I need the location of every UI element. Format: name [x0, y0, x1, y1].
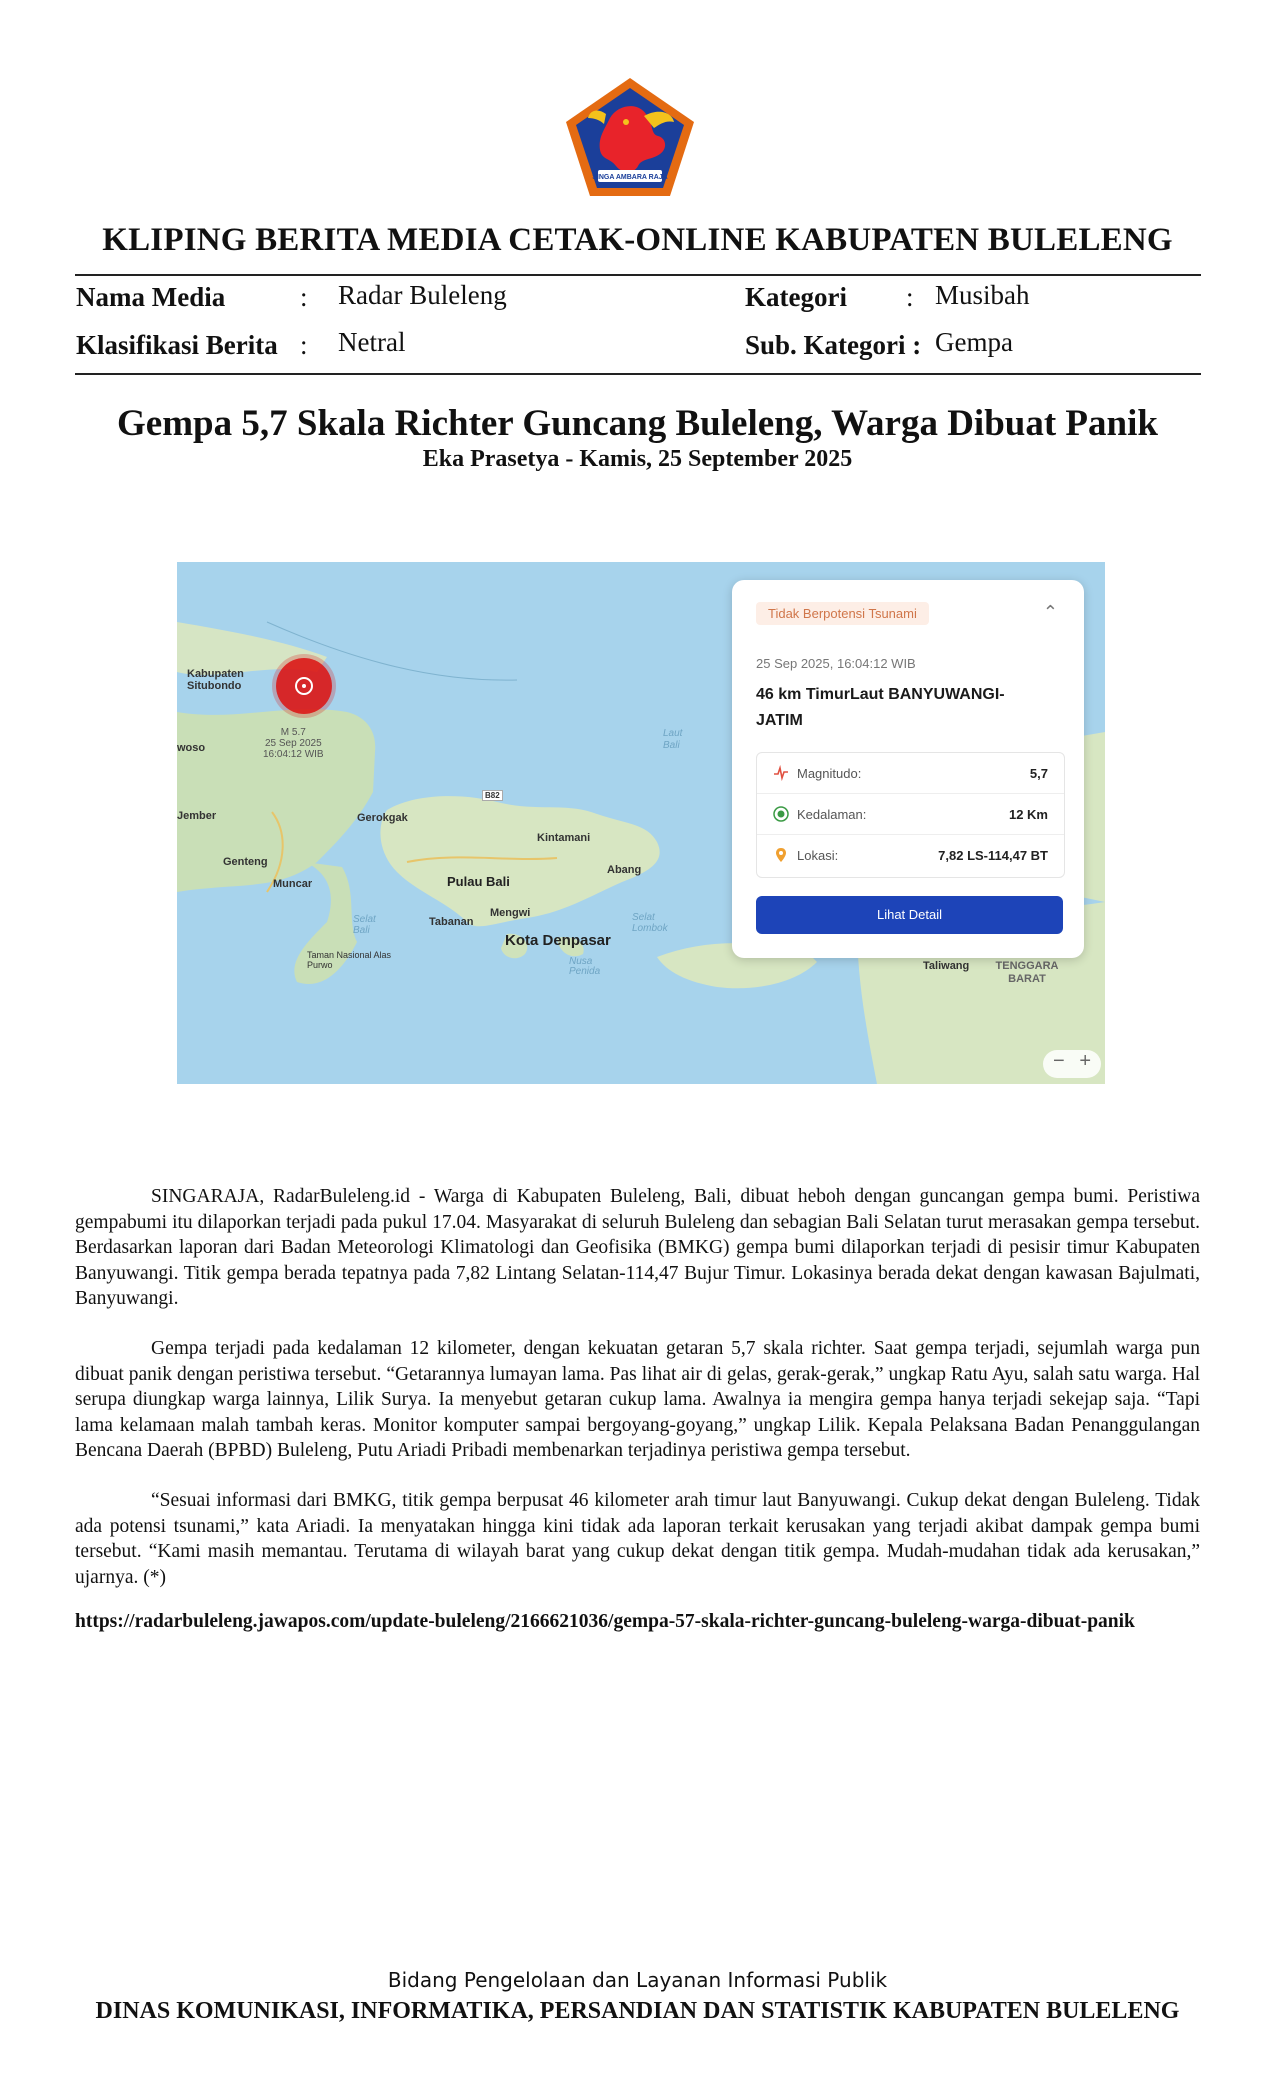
depth-value: 12 Km — [1008, 807, 1048, 822]
epicenter-time-label: 16:04:12 WIB — [263, 749, 324, 760]
map-place-pulau-bali: Pulau Bali — [447, 874, 510, 889]
zoom-out-button[interactable]: − — [1053, 1050, 1065, 1072]
classification-colon: : — [300, 330, 308, 360]
classification-label: Klasifikasi Berita — [76, 330, 278, 360]
epicenter-date-label: 25 Sep 2025 — [264, 738, 322, 749]
earthquake-location: 46 km TimurLaut BANYUWANGI-JATIM — [756, 686, 1005, 729]
map-place-selat-lombok: Selat Lombok — [632, 912, 668, 934]
magnitude-row — [757, 753, 1064, 794]
article-title: Gempa 5,7 Skala Richter Guncang Buleleng, Warga Dibuat Panik — [117, 403, 1158, 444]
map-place-selat-bali: Selat Bali — [353, 914, 376, 936]
map-zoom-control — [1043, 1050, 1101, 1078]
category-value: Musibah — [935, 280, 1030, 310]
map-place-kintamani: Kintamani — [537, 832, 591, 844]
location-pin-icon — [773, 847, 789, 863]
media-label: Nama Media — [76, 282, 226, 312]
depth-target-icon — [773, 806, 789, 822]
map-place-ntb: TENGGARA BARAT — [995, 960, 1059, 985]
map-place-nusa-penida: Nusa Penida — [569, 956, 601, 977]
map-place-muncar: Muncar — [273, 878, 313, 890]
article-paragraph-1 — [75, 1184, 1200, 1312]
paragraph-text-2: Gempa terjadi pada kedalaman 12 kilometer, dengan kekuatan getaran 5,7 skala richter. Saat gempa terjadi, sejumlah warga pun dibuat panik dengan peristiwa tersebut. “Getarannya lumayan lama. Pas lihat air di gelas, gerak-gerak,” ungkap Ratu Ayu, salah satu warga. Hal serupa diungkap warga lainnya, Lilik Surya. Ia menyebut getaran cukup lama. Awalnya ia mengira gempa hanya terjadi sekejap saja. “Tapi lama kelamaan malah tambah keras. Monitor komputer sampai bergoyang-goyang,” ungkap Lilik. Kepala Pelaksana Badan Penanggulangan Bencana Daerah (BPBD) Buleleng, Putu Ariadi Pribadi membenarkan terjadinya peristiwa gempa tersebut. — [75, 1338, 1200, 1461]
media-colon: : — [300, 282, 308, 312]
category-label: Kategori — [745, 282, 847, 312]
map-road-label: B82 — [482, 790, 503, 801]
map-place-alas-purwo: Taman Nasional Alas Purwo — [307, 950, 392, 970]
map-place-taliwang: Taliwang — [923, 960, 970, 972]
earthquake-details-box — [756, 752, 1065, 878]
paragraph-text-3: “Sesuai informasi dari BMKG, titik gempa berpusat 46 kilometer arah timur laut Banyuwangi. Cukup dekat dengan Buleleng. Tidak ada potensi tsunami,” kata Ariadi. Ia menyatakan hingga kini tidak ada laporan terkait kerusakan yang terjadi akibat dampak gempa bumi tersebut. “Kami masih memantau. Terutama di wilayah barat yang cukup dekat dengan titik gempa. Mudah-mudahan tidak ada kerusakan,” ujarnya. (*) — [75, 1490, 1200, 1588]
footer-agency: DINAS KOMUNIKASI, INFORMATIKA, PERSANDIAN DAN STATISTIK KABUPATEN BULELENG — [95, 1998, 1180, 2024]
map-place-mengwi: Mengwi — [490, 907, 531, 919]
map-place-gerokgak: Gerokgak — [357, 812, 408, 824]
epicenter-label — [263, 727, 324, 760]
earthquake-map-image — [177, 562, 1105, 1084]
paragraph-text-1: SINGARAJA, RadarBuleleng.id - Warga di Kabupaten Buleleng, Bali, dibuat heboh dengan guncangan gempa bumi. Peristiwa gempabumi itu dilaporkan terjadi pada pukul 17.04. Masyarakat di seluruh Buleleng dan sebagian Bali Selatan turut merasakan gempa tersebut. Berdasarkan laporan dari Badan Meteorologi Klimatologi dan Geofisika (BMKG) gempa bumi dilaporkan terjadi di pesisir timur Kabupaten Banyuwangi. Titik gempa berada tepatnya pada 7,82 Lintang Selatan-114,47 Bujur Timur. Lokasinya berada dekat dengan kawasan Bajulmati, Banyuwangi. — [75, 1186, 1200, 1309]
see-detail-button[interactable]: Lihat Detail — [756, 896, 1063, 934]
earthquake-info-card — [732, 580, 1084, 958]
pulse-icon — [773, 765, 789, 781]
map-place-genteng: Genteng — [223, 856, 268, 868]
magnitude-value: 5,7 — [1029, 766, 1048, 781]
logo-text: SINGA AMBARA RAJA — [592, 174, 668, 181]
classification-value: Netral — [338, 327, 406, 357]
earthquake-epicenter-marker-icon[interactable] — [276, 658, 332, 714]
article-paragraph-3 — [75, 1488, 1200, 1590]
epicenter-magnitude-label: M 5.7 — [280, 727, 306, 738]
map-place-situbondo: Kabupaten Situbondo — [187, 668, 244, 692]
collapse-chevron-up-icon[interactable]: ⌃ — [1042, 602, 1058, 622]
map-place-tabanan: Tabanan — [429, 916, 474, 928]
category-colon: : — [906, 282, 914, 312]
location-row — [757, 835, 1064, 875]
subcategory-label: Sub. Kategori : — [745, 330, 922, 360]
coordinate-label: Lokasi: — [797, 848, 839, 863]
coordinate-value: 7,82 LS-114,47 BT — [938, 848, 1048, 863]
map-place-abang: Abang — [607, 864, 642, 876]
clipping-header-title: KLIPING BERITA MEDIA CETAK-ONLINE KABUPATEN BULELENG — [102, 222, 1173, 258]
map-place-jember: Jember — [177, 810, 217, 822]
tsunami-status-badge: Tidak Berpotensi Tsunami — [756, 602, 929, 625]
earthquake-timestamp: 25 Sep 2025, 16:04:12 WIB — [756, 656, 916, 671]
subcategory-value: Gempa — [935, 327, 1013, 357]
article-paragraph-2 — [75, 1336, 1200, 1464]
buleleng-regency-logo-icon — [562, 74, 698, 200]
header-divider-top — [75, 274, 1201, 276]
map-place-bondowoso: woso — [177, 742, 206, 754]
depth-row — [757, 794, 1064, 835]
map-place-laut-bali: Laut Bali — [663, 728, 683, 751]
header-divider-bottom — [75, 373, 1201, 375]
magnitude-label: Magnitudo: — [797, 766, 862, 781]
map-place-kota-denpasar: Kota Denpasar — [505, 932, 611, 949]
zoom-in-button[interactable]: + — [1079, 1050, 1091, 1072]
media-value: Radar Buleleng — [338, 280, 507, 310]
article-byline: Eka Prasetya - Kamis, 25 September 2025 — [422, 446, 853, 472]
footer-division: Bidang Pengelolaan dan Layanan Informasi Publik — [387, 1968, 888, 1992]
source-url-link[interactable]: https://radarbuleleng.jawapos.com/update-buleleng/2166621036/gempa-57-skala-richter-guncang-buleleng-warga-dibuat-panik — [75, 1611, 1135, 1632]
depth-label: Kedalaman: — [797, 807, 867, 822]
